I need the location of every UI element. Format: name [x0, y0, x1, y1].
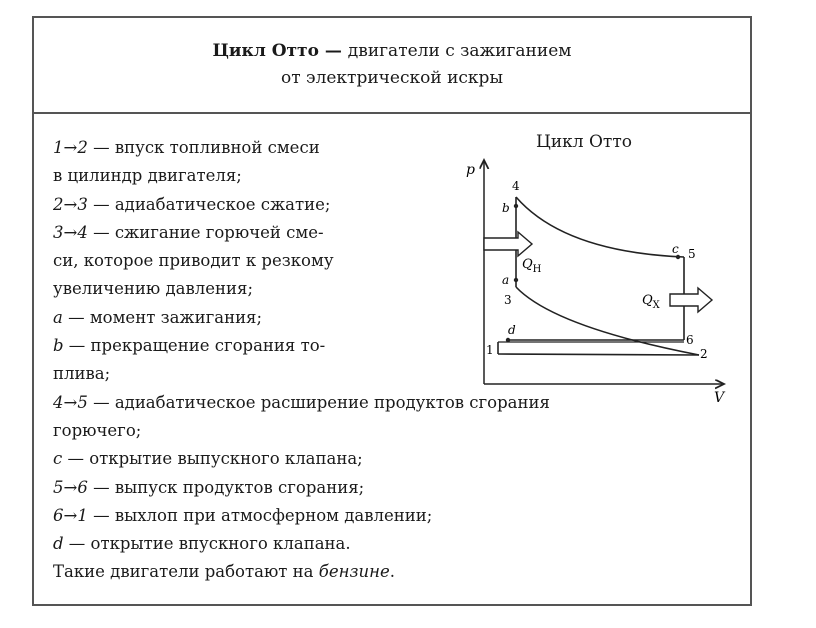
- card-header: [34, 18, 750, 114]
- point-d-dot: [506, 338, 510, 342]
- label-d: d: [508, 323, 516, 337]
- desc-line: 1→2 — впуск топливной смеси: [53, 138, 320, 157]
- desc-line: 3→4 — сжигание горючей сме-: [53, 222, 324, 242]
- final-line: Такие двигатели работают на бензине.: [53, 562, 395, 582]
- header-title-rest: двигатели с зажиганием: [347, 41, 572, 61]
- desc-line: в цилиндр двигателя;: [53, 166, 242, 186]
- label-c: c: [672, 242, 679, 256]
- q-in-arrow: [484, 232, 532, 256]
- desc-line: увеличению давления;: [53, 279, 254, 299]
- label-a: a: [502, 273, 510, 287]
- label-b: b: [502, 201, 510, 215]
- desc-line: горючего;: [53, 420, 142, 440]
- desc-line: c — открытие выпускного клапана;: [53, 449, 363, 469]
- label-6: 6: [686, 333, 694, 347]
- desc-line: 4→5 — адиабатическое расширение продуктов сгорания: [53, 392, 550, 412]
- desc-line: d — открытие впускного клапана.: [53, 534, 351, 554]
- otto-pv-diagram: [466, 122, 744, 412]
- label-2: 2: [700, 347, 708, 361]
- point-a-dot: [514, 278, 518, 282]
- desc-line: 5→6 — выпуск продуктов сгорания;: [53, 477, 365, 497]
- label-4: 4: [512, 179, 520, 193]
- header-title: [213, 38, 572, 65]
- desc-line: 6→1 — выхлоп при атмосферном давлении;: [53, 505, 433, 525]
- header-subtitle: от электрической искры: [281, 68, 503, 88]
- v-axis-label: V: [714, 390, 725, 406]
- label-3: 3: [504, 293, 512, 307]
- q-out-label: $Q_Х$: [642, 293, 660, 311]
- curve-4-5: [516, 197, 684, 257]
- diagram-title: Цикл Отто: [536, 132, 632, 152]
- desc-line: a — момент зажигания;: [53, 307, 263, 327]
- desc-line: 2→3 — адиабатическое сжатие;: [53, 194, 331, 214]
- desc-line: плива;: [53, 364, 111, 384]
- desc-line: b — прекращение сгорания то-: [53, 336, 326, 356]
- q-in-label: $Q_Н$: [522, 257, 542, 275]
- label-1: 1: [486, 343, 494, 357]
- label-5: 5: [688, 247, 696, 261]
- point-b-dot: [514, 204, 518, 208]
- desc-line: си, которое приводит к резкому: [53, 251, 334, 271]
- line-1-2: [498, 354, 699, 355]
- p-axis-label: p: [466, 162, 475, 178]
- header-title-bold: Цикл Отто —: [212, 41, 342, 61]
- q-out-arrow: [670, 288, 712, 312]
- pv-diagram-svg: [466, 122, 744, 412]
- otto-cycle-card: [32, 16, 752, 606]
